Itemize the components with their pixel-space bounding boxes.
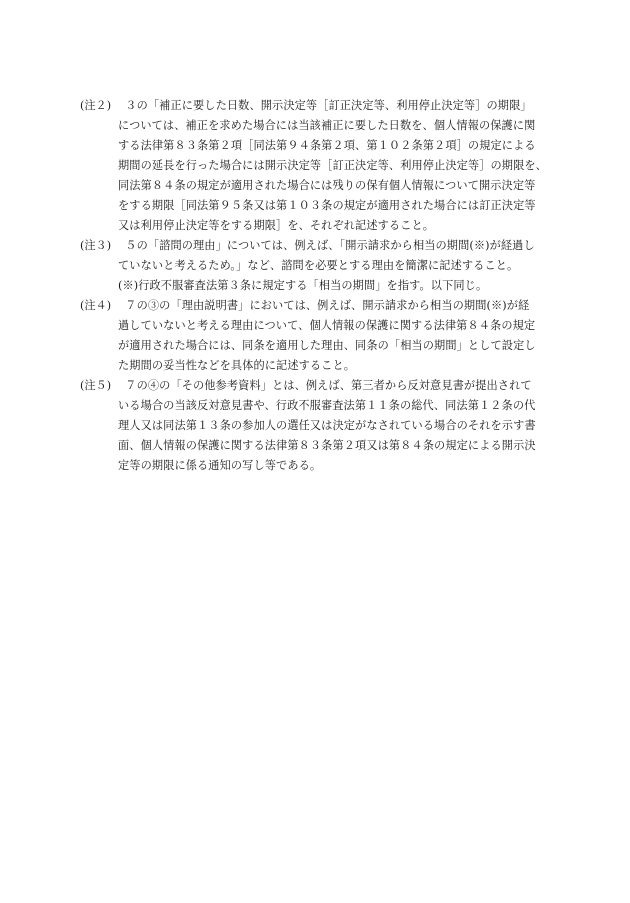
note-line: いる場合の当該反対意見書や、行政不服審査法第１１条の総代、同法第１２条の代 bbox=[118, 399, 536, 412]
note-line: をする期限［同法第９５条又は第１０３条の規定が適用された場合には訂正決定等 bbox=[118, 199, 536, 212]
note-body bbox=[116, 296, 554, 376]
note-3 bbox=[80, 236, 554, 296]
note-line: 面、個人情報の保護に関する法律第８３条第２項又は第８４条の規定による開示決 bbox=[118, 439, 536, 452]
note-line: については、補正を求めた場合には当該補正に要した日数を、個人情報の保護に関 bbox=[118, 119, 536, 132]
note-label: (注３) bbox=[80, 239, 112, 252]
note-line: た期間の妥当性などを具体的に記述すること。 bbox=[118, 359, 356, 372]
note-2 bbox=[80, 96, 554, 236]
note-body bbox=[116, 376, 554, 476]
note-body bbox=[116, 96, 554, 236]
note-line: する法律第８３条第２項［同法第９４条第２項、第１０２条第２項］の規定による bbox=[118, 139, 536, 152]
notes-list bbox=[80, 96, 554, 476]
note-line: ７の③の「理由説明書」においては、例えば、開示請求から相当の期間(※)が経 bbox=[114, 299, 530, 312]
note-line: 理人又は同法第１３条の参加人の選任又は決定がなされている場合のそれを示す書 bbox=[118, 419, 536, 432]
note-line: が適用された場合には、同条を適用した理由、同条の「相当の期間」として設定し bbox=[118, 339, 536, 352]
note-5 bbox=[80, 376, 554, 476]
note-line: ７の④の「その他参考資料」とは、例えば、第三者から反対意見書が提出されて bbox=[114, 379, 532, 392]
note-line: 過していないと考える理由について、個人情報の保護に関する法律第８４条の規定 bbox=[118, 319, 536, 332]
note-line: ていないと考えるため。」など、諮問を必要とする理由を簡潔に記述すること。 bbox=[118, 259, 519, 272]
note-line: 又は利用停止決定等をする期限］を、それぞれ記述すること。 bbox=[118, 219, 435, 232]
note-label: (注２) bbox=[80, 99, 112, 112]
note-4 bbox=[80, 296, 554, 376]
note-line: 定等の期限に係る通知の写し等である。 bbox=[118, 459, 322, 472]
note-line: 同法第８４条の規定が適用された場合には残りの保有個人情報について開示決定等 bbox=[118, 179, 536, 192]
note-line: ３の「補正に要した日数、開示決定等［訂正決定等、利用停止決定等］の期限」 bbox=[114, 99, 532, 112]
note-line: 期間の延長を行った場合には開示決定等［訂正決定等、利用停止決定等］の期限を、 bbox=[118, 159, 547, 172]
note-label: (注４) bbox=[80, 299, 112, 312]
note-label: (注５) bbox=[80, 379, 112, 392]
note-footnote: (※)行政不服審査法第３条に規定する「相当の期間」を指す。以下同じ。 bbox=[118, 279, 488, 292]
note-line: ５の「諮問の理由」については、例えば、「開示請求から相当の期間(※)が経過し bbox=[114, 239, 535, 252]
note-body bbox=[116, 236, 554, 296]
